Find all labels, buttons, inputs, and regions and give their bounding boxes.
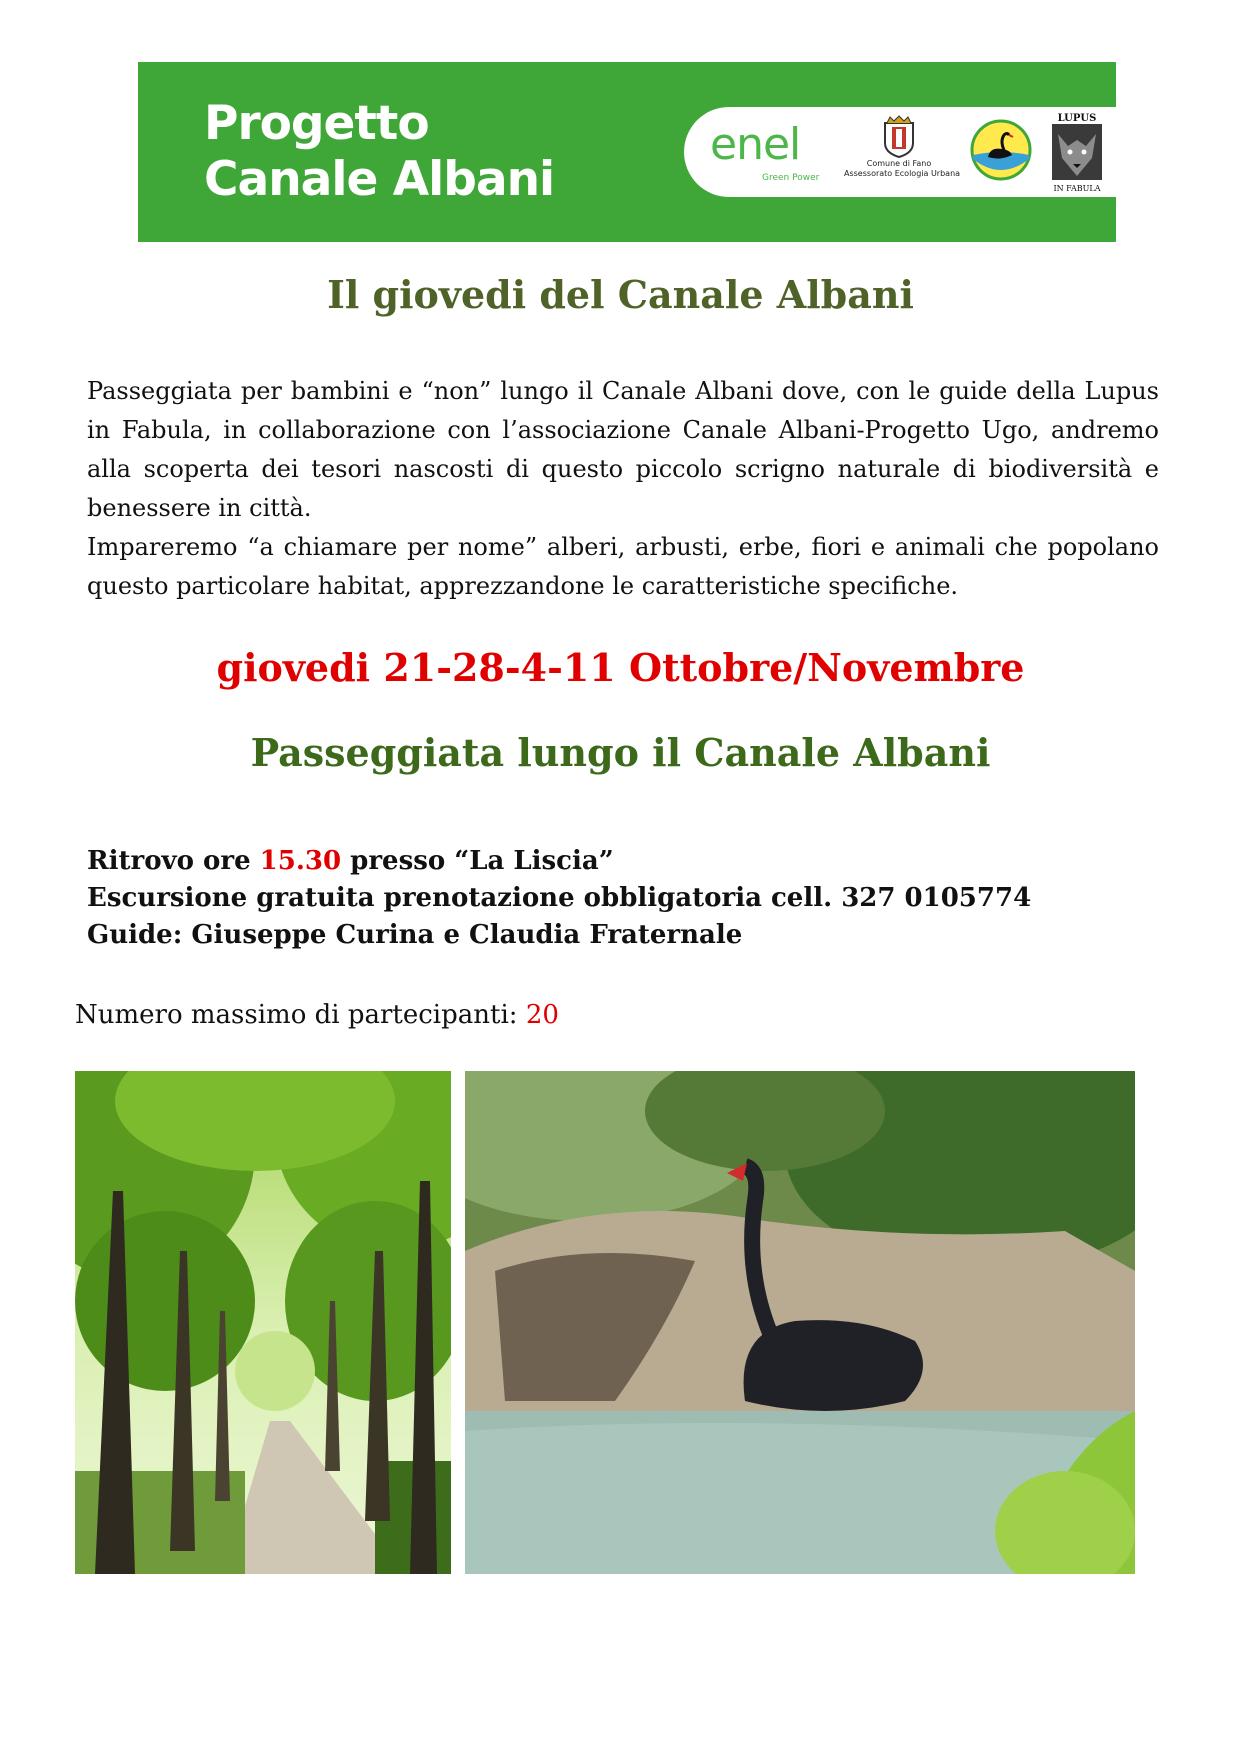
- project-title-line2: Canale Albani: [204, 152, 555, 207]
- meeting-line: [87, 843, 1031, 880]
- max-participants-value: 20: [525, 1000, 559, 1030]
- max-participants-label: Numero massimo di partecipanti:: [75, 1000, 526, 1030]
- max-participants: [75, 1000, 559, 1030]
- description-paragraph-2: Impareremo “a chiamare per nome” alberi, arbusti, erbe, fiori e animali che popolano questo particolare habitat, apprezzandone le caratteristiche specifiche.: [87, 533, 1159, 600]
- guides-line: Guide: Giuseppe Curina e Claudia Fraternale: [87, 920, 743, 950]
- lupus-logo-top: LUPUS: [1057, 113, 1097, 124]
- event-dates: giovedi 21-28-4-11 Ottobre/Novembre: [216, 645, 1025, 690]
- canale-albani-swan-logo-icon: [970, 119, 1032, 181]
- tree-avenue-photo: [75, 1071, 451, 1574]
- lupus-logo-bottom: IN FABULA: [1053, 184, 1101, 193]
- header-banner: [138, 62, 1116, 242]
- page-title: Il giovedi del Canale Albani: [327, 272, 914, 317]
- booking-line: Escursione gratuita prenotazione obbligatoria cell. 327 0105774: [87, 883, 1032, 913]
- comune-di-fano-logo: [844, 115, 961, 193]
- meeting-prefix: Ritrovo ore: [87, 846, 260, 876]
- description: [87, 372, 1159, 606]
- sponsor-logos: [684, 107, 1116, 197]
- event-info: [87, 843, 1031, 954]
- enel-logo: [698, 111, 838, 191]
- enel-logo-subtitle: Green Power: [762, 173, 820, 183]
- meeting-time: 15.30: [259, 846, 342, 876]
- fano-logo-line1: Comune di Fano: [866, 159, 932, 168]
- description-paragraph-1: Passeggiata per bambini e “non” lungo il Canale Albani dove, con le guide della Lupus in Fabula, in collaborazione con l’associazione Canale Albani-Progetto Ugo, andremo alla scoperta dei tesori nascosti di questo piccolo scrigno naturale di biodiversità e benessere in città.: [87, 377, 1159, 522]
- fano-logo-line2: Assessorato Ecologia Urbana: [844, 169, 961, 178]
- project-title-line1: Progetto: [204, 96, 429, 151]
- walk-heading: Passeggiata lungo il Canale Albani: [250, 730, 991, 775]
- lupus-in-fabula-logo: [1048, 113, 1106, 193]
- enel-logo-word: enel: [710, 119, 801, 170]
- fano-crest-icon: [882, 115, 916, 159]
- black-swan-photo: [465, 1071, 1135, 1574]
- meeting-suffix: presso “La Liscia”: [341, 846, 614, 876]
- project-title: [204, 96, 554, 208]
- wolf-icon: [1048, 124, 1106, 180]
